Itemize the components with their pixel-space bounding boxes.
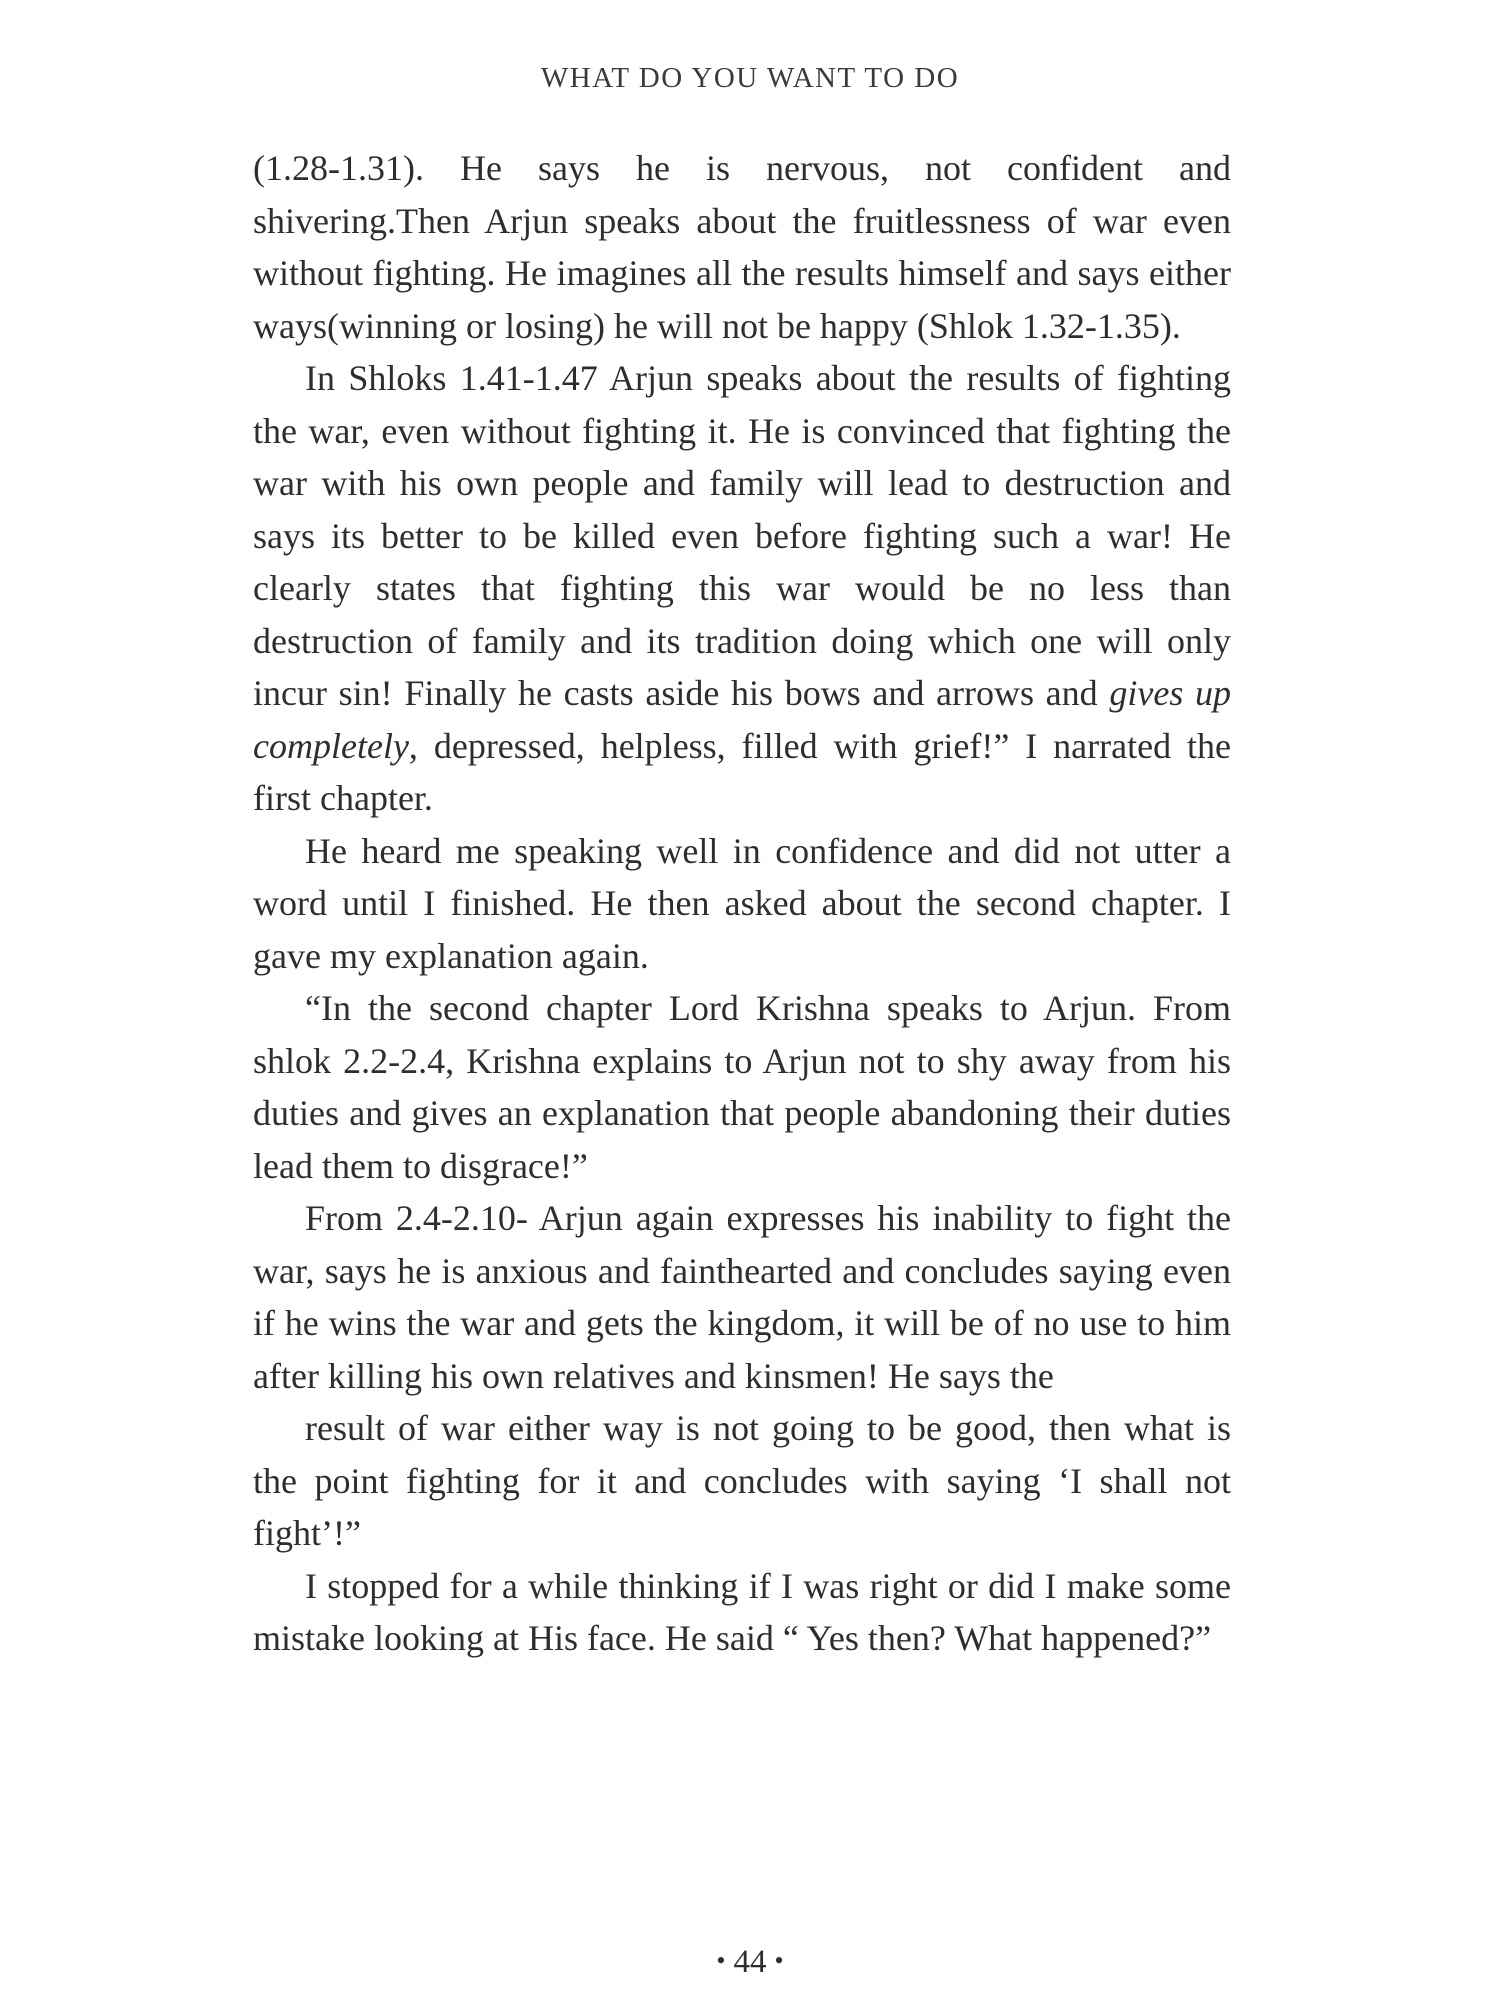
paragraph-1: (1.28-1.31). He says he is nervous, not confident and shivering.Then Arjun speaks about the fruitlessness of war even without fighting. He imagines all the results himself and says either ways(winning or losing) he will not be happy (Shlok 1.32-1.35). (253, 148, 1231, 346)
paragraph-2-italic-phrase: gives up completely (253, 673, 1232, 766)
body-text (253, 142, 1231, 1665)
page-number: 44 (733, 1944, 767, 1980)
page-number-footer (0, 1944, 1500, 1981)
paragraph-4: “In the second chapter Lord Krishna speaks to Arjun. From shlok 2.2-2.4, Krishna explains to Arjun not to shy away from his duties and gives an explanation that people abandoning their duties lead them to disgrace!” (253, 988, 1231, 1186)
paragraph-5: From 2.4-2.10- Arjun again expresses his inability to fight the war, says he is anxious and fainthearted and concludes saying even if he wins the war and gets the kingdom, it will be of no use to him after killing his own relatives and kinsmen! He says the (253, 1198, 1231, 1396)
folio-bullet-right: • (774, 1946, 784, 1975)
paragraph-2-text-start: In Shloks 1.41-1.47 Arjun speaks about the results of fighting the war, even without fighting it. He is convinced that fighting the war with his own people and family will lead to destruction and says its better to be killed even before fighting such a war! He clearly states that fighting this war would be no less than destruction of family and its tradition doing which one will only incur sin! Finally he casts aside his bows and arrows and (253, 358, 1231, 713)
paragraph-7: I stopped for a while thinking if I was right or did I make some mistake looking at His face. He said “ Yes then? What happened?” (253, 1565, 1231, 1658)
paragraph-6: result of war either way is not going to be good, then what is the point fighting for it and concludes with saying ‘I shall not fight’!” (253, 1408, 1231, 1553)
paragraph-2 (253, 352, 1231, 825)
folio-bullet-left: • (716, 1946, 726, 1975)
paragraph-3: He heard me speaking well in confidence and did not utter a word until I finished. He then asked about the second chapter. I gave my explanation again. (253, 830, 1231, 976)
running-header-title: WHAT DO YOU WANT TO DO (540, 62, 960, 94)
paragraph-2-text-end: , depressed, helpless, filled with grief!” I narrated the first chapter. (253, 725, 1231, 818)
